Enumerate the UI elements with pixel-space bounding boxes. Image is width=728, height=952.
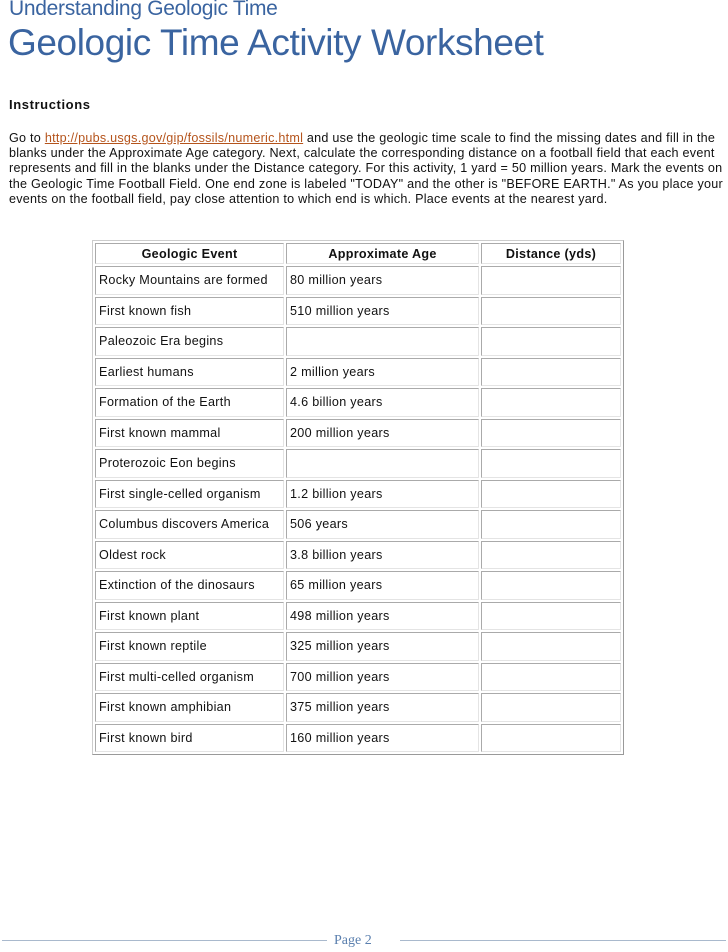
table-row [95,571,621,600]
age-cell: 510 million years [286,297,479,326]
footer-divider-right [400,940,726,941]
event-cell: Proterozoic Eon begins [95,449,284,478]
event-cell: First known reptile [95,632,284,661]
distance-cell[interactable] [481,449,621,478]
table-row [95,297,621,326]
table-row [95,419,621,448]
age-cell: 160 million years [286,724,479,753]
distance-cell[interactable] [481,266,621,295]
distance-cell[interactable] [481,480,621,509]
age-cell: 4.6 billion years [286,388,479,417]
event-cell: First known plant [95,602,284,631]
event-cell: Formation of the Earth [95,388,284,417]
event-cell: Earliest humans [95,358,284,387]
event-cell: Paleozoic Era begins [95,327,284,356]
instructions-pre-link: Go to [9,131,45,145]
age-cell: 3.8 billion years [286,541,479,570]
distance-cell[interactable] [481,693,621,722]
instructions-paragraph [9,131,724,207]
event-cell: First known bird [95,724,284,753]
distance-cell[interactable] [481,541,621,570]
age-cell: 700 million years [286,663,479,692]
header-distance: Distance (yds) [481,243,621,264]
document-subtitle: Understanding Geologic Time [9,0,278,20]
footer-divider-left [2,940,327,941]
event-cell: Extinction of the dinosaurs [95,571,284,600]
event-cell: Rocky Mountains are formed [95,266,284,295]
table-row [95,358,621,387]
event-cell: Columbus discovers America [95,510,284,539]
table-row [95,510,621,539]
event-cell: First multi-celled organism [95,663,284,692]
header-approximate-age: Approximate Age [286,243,479,264]
event-cell: First known mammal [95,419,284,448]
distance-cell[interactable] [481,571,621,600]
age-cell [286,449,479,478]
distance-cell[interactable] [481,602,621,631]
table-row [95,632,621,661]
event-cell: First single-celled organism [95,480,284,509]
age-cell: 2 million years [286,358,479,387]
table-row [95,449,621,478]
distance-cell[interactable] [481,419,621,448]
age-cell: 506 years [286,510,479,539]
instructions-text: and use the geologic time scale to find the missing dates and fill in the blanks under the Approximate Age category. Next, calculate the corresponding distance on a football field that each event represents and fill in the blanks under the Distance category. For this activity, 1 yard = 50 million years. Mark the events on the Geologic Time Football Field. One end zone is labeled "TODAY" and the other is "BEFORE EARTH." As you place your events on the football field, pay close attention to which end is which. Place events at the nearest yard. [9,131,723,206]
table-row [95,266,621,295]
age-cell: 375 million years [286,693,479,722]
age-cell: 80 million years [286,266,479,295]
table-row [95,327,621,356]
table-row [95,693,621,722]
page-number: Page 2 [334,933,372,948]
age-cell: 65 million years [286,571,479,600]
distance-cell[interactable] [481,724,621,753]
distance-cell[interactable] [481,327,621,356]
age-cell: 498 million years [286,602,479,631]
age-cell: 200 million years [286,419,479,448]
age-cell [286,327,479,356]
table-row [95,388,621,417]
table-row [95,724,621,753]
usgs-link[interactable]: http://pubs.usgs.gov/gip/fossils/numeric.html [44,131,304,145]
event-cell: Oldest rock [95,541,284,570]
page-footer [0,933,728,949]
event-cell: First known amphibian [95,693,284,722]
table-row [95,480,621,509]
header-geologic-event: Geologic Event [95,243,284,264]
geologic-events-table [92,240,624,755]
event-cell: First known fish [95,297,284,326]
distance-cell[interactable] [481,358,621,387]
distance-cell[interactable] [481,297,621,326]
table-row [95,602,621,631]
table-header-row [95,243,621,264]
age-cell: 1.2 billion years [286,480,479,509]
distance-cell[interactable] [481,632,621,661]
distance-cell[interactable] [481,663,621,692]
distance-cell[interactable] [481,510,621,539]
distance-cell[interactable] [481,388,621,417]
table-row [95,541,621,570]
document-title: Geologic Time Activity Worksheet [8,22,544,63]
age-cell: 325 million years [286,632,479,661]
table-row [95,663,621,692]
instructions-heading: Instructions [9,97,91,112]
